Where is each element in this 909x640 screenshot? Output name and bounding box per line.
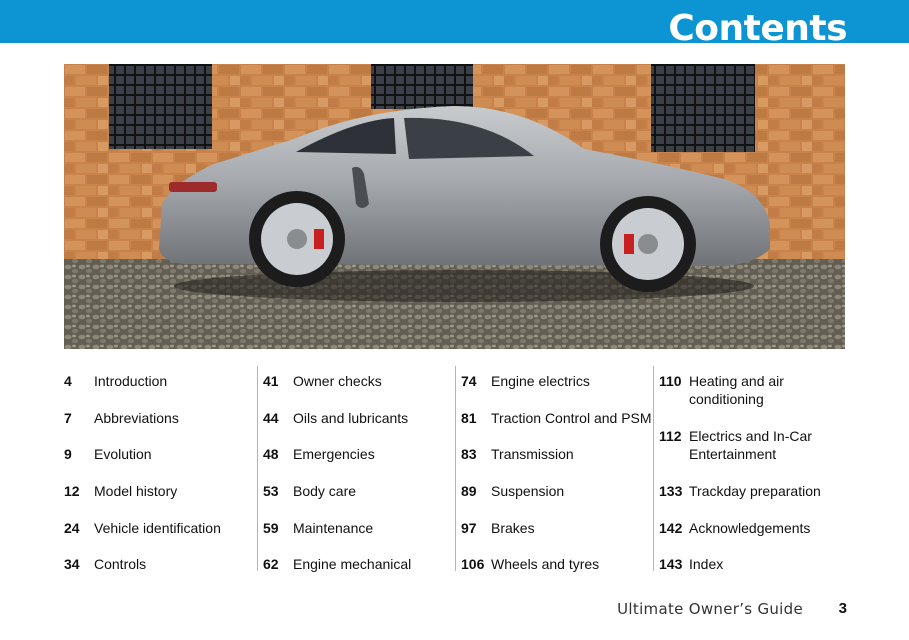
toc-page-number: 97 bbox=[461, 520, 477, 536]
toc-entry[interactable] bbox=[461, 409, 653, 427]
toc-column bbox=[64, 366, 256, 571]
toc-entry-title: Engine mechanical bbox=[293, 556, 412, 572]
footer-book-title: Ultimate Owner’s Guide bbox=[617, 600, 803, 618]
toc-page-number: 83 bbox=[461, 446, 477, 462]
toc-entry[interactable] bbox=[64, 409, 254, 427]
toc-entry[interactable] bbox=[263, 482, 453, 500]
toc-page-number: 12 bbox=[64, 483, 80, 499]
toc-page-number: 110 bbox=[659, 373, 682, 389]
toc-column bbox=[257, 366, 454, 571]
toc-entry[interactable] bbox=[659, 519, 839, 537]
page-title: Contents bbox=[668, 8, 847, 49]
toc-entry-title: Oils and lubricants bbox=[293, 410, 409, 426]
toc-entry[interactable] bbox=[461, 555, 653, 573]
footer-page-number: 3 bbox=[838, 600, 847, 617]
toc-page-number: 112 bbox=[659, 428, 682, 444]
toc-entry-title: Wheels and tyres bbox=[491, 556, 600, 572]
toc-entry[interactable] bbox=[659, 482, 839, 500]
toc-page-number: 89 bbox=[461, 483, 477, 499]
toc-entry[interactable] bbox=[263, 409, 453, 427]
toc-entry-title: Emergencies bbox=[293, 446, 375, 462]
toc-entry-title: Model history bbox=[94, 483, 178, 499]
toc-entry-title: Vehicle identification bbox=[94, 520, 221, 536]
table-of-contents bbox=[64, 366, 845, 571]
toc-page-number: 7 bbox=[64, 410, 72, 426]
toc-page-number: 106 bbox=[461, 556, 485, 572]
toc-entry[interactable] bbox=[64, 482, 254, 500]
toc-column bbox=[455, 366, 653, 571]
toc-entry[interactable] bbox=[263, 555, 453, 573]
toc-entry-title: Suspension bbox=[491, 483, 565, 499]
toc-entry[interactable] bbox=[461, 372, 653, 390]
toc-entry-title: Maintenance bbox=[293, 520, 374, 536]
toc-entry[interactable] bbox=[659, 555, 839, 573]
toc-entry[interactable] bbox=[263, 372, 453, 390]
toc-entry[interactable] bbox=[263, 445, 453, 463]
toc-page-number: 143 bbox=[659, 556, 683, 572]
toc-entry[interactable] bbox=[461, 482, 653, 500]
toc-entry-title: Brakes bbox=[491, 520, 535, 536]
toc-entry-title: Transmission bbox=[491, 446, 574, 462]
toc-entry-title: Evolution bbox=[94, 446, 152, 462]
toc-page-number: 24 bbox=[64, 520, 80, 536]
toc-entry-title: Trackday preparation bbox=[689, 483, 821, 499]
toc-entry-title: Owner checks bbox=[293, 373, 382, 389]
toc-entry-title: Traction Control and PSM bbox=[491, 410, 652, 426]
toc-entry-title: Introduction bbox=[94, 373, 168, 389]
toc-entry-title: Electrics and In-Car Entertainment bbox=[689, 428, 812, 462]
toc-page-number: 53 bbox=[263, 483, 279, 499]
toc-page-number: 48 bbox=[263, 446, 279, 462]
toc-entry[interactable] bbox=[64, 519, 254, 537]
toc-page-number: 9 bbox=[64, 446, 72, 462]
toc-entry-title: Heating and air conditioning bbox=[689, 373, 784, 407]
toc-column bbox=[653, 366, 846, 571]
toc-page-number: 142 bbox=[659, 520, 683, 536]
toc-entry-title: Index bbox=[689, 556, 724, 572]
toc-page-number: 133 bbox=[659, 483, 683, 499]
toc-entry[interactable] bbox=[64, 445, 254, 463]
toc-entry-title: Abbreviations bbox=[94, 410, 179, 426]
toc-page-number: 41 bbox=[263, 373, 279, 389]
toc-entry-title: Engine electrics bbox=[491, 373, 590, 389]
toc-page-number: 62 bbox=[263, 556, 279, 572]
toc-entry[interactable] bbox=[64, 372, 254, 390]
toc-page-number: 74 bbox=[461, 373, 477, 389]
toc-page-number: 59 bbox=[263, 520, 279, 536]
toc-entry[interactable] bbox=[461, 445, 653, 463]
toc-page-number: 81 bbox=[461, 410, 477, 426]
toc-entry-title: Controls bbox=[94, 556, 147, 572]
car-photo bbox=[64, 64, 845, 349]
toc-entry[interactable] bbox=[659, 372, 839, 408]
toc-page-number: 44 bbox=[263, 410, 279, 426]
toc-entry[interactable] bbox=[461, 519, 653, 537]
toc-entry[interactable] bbox=[64, 555, 254, 573]
toc-page-number: 4 bbox=[64, 373, 72, 389]
toc-entry-title: Body care bbox=[293, 483, 357, 499]
toc-entry[interactable] bbox=[659, 427, 839, 463]
toc-entry-title: Acknowledgements bbox=[689, 520, 811, 536]
toc-page-number: 34 bbox=[64, 556, 80, 572]
toc-entry[interactable] bbox=[263, 519, 453, 537]
